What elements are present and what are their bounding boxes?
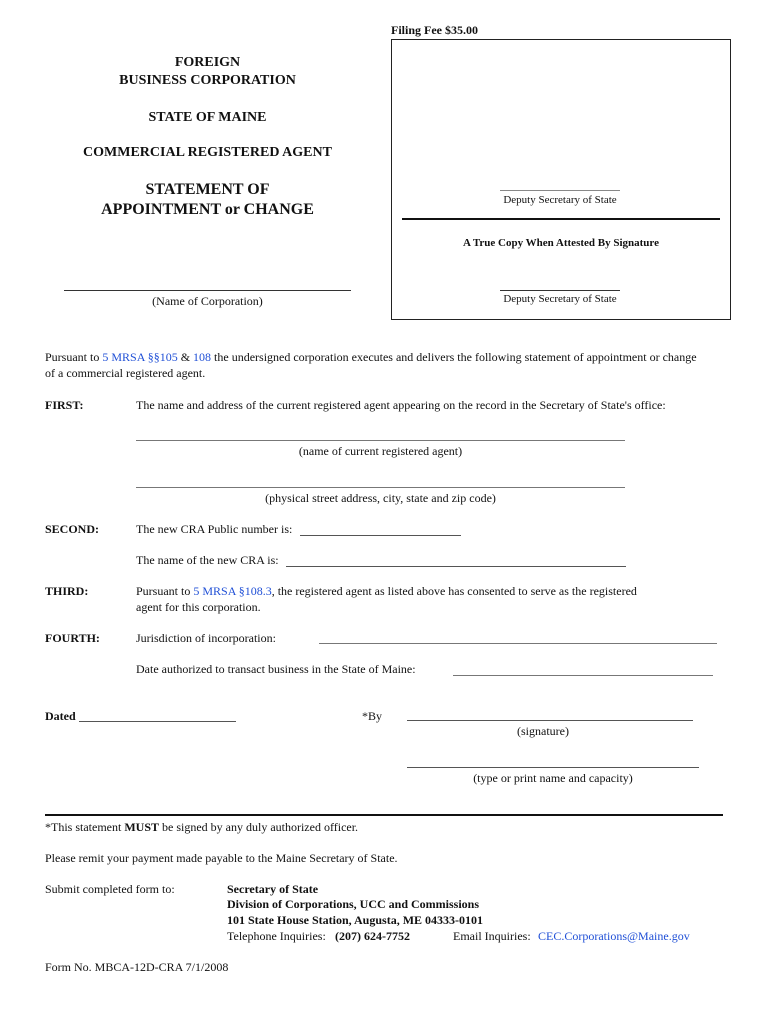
filing-fee: Filing Fee $35.00 — [391, 23, 478, 37]
statement-line-1: STATEMENT OF — [145, 181, 270, 198]
attestation-box — [391, 39, 731, 320]
deputy-label-2: Deputy Secretary of State — [503, 293, 617, 305]
intro-amp: & — [177, 350, 194, 364]
footer-divider — [45, 814, 723, 816]
signature-caption: (signature) — [517, 724, 569, 738]
phone-number: (207) 624-7752 — [335, 929, 410, 943]
jurisdiction-label: Jurisdiction of incorporation: — [136, 631, 276, 645]
date-authorized-field[interactable] — [453, 675, 713, 676]
statute-link-105[interactable]: 5 MRSA §§105 — [102, 350, 178, 364]
title-line-2: BUSINESS CORPORATION — [119, 73, 296, 88]
dated-field[interactable] — [79, 721, 236, 722]
third-line-2: agent for this corporation. — [136, 600, 261, 614]
statement-line-2: APPOINTMENT or CHANGE — [101, 201, 314, 218]
current-agent-caption: (name of current registered agent) — [298, 444, 463, 458]
deputy-label-1: Deputy Secretary of State — [503, 194, 617, 206]
title-agent: COMMERCIAL REGISTERED AGENT — [83, 145, 332, 160]
first-text: The name and address of the current registered agent appearing on the record in the Secretary of State's office: — [136, 398, 666, 412]
statute-link-108-3[interactable]: 5 MRSA §108.3 — [193, 584, 272, 598]
third-label: THIRD: — [45, 584, 89, 598]
address-line-2: Division of Corporations, UCC and Commissions — [227, 897, 480, 911]
intro-post: the undersigned corporation executes and delivers the following statement of appointment or change — [211, 350, 697, 364]
third-post: , the registered agent as listed above has consented to serve as the registered — [271, 584, 637, 598]
email-label: Email Inquiries: — [453, 929, 531, 943]
address-line-3: 101 State House Station, Augusta, ME 04333-0101 — [227, 913, 484, 927]
intro-line-1 — [45, 350, 745, 365]
third-line-1 — [136, 584, 637, 599]
agent-address-line[interactable] — [136, 487, 625, 488]
deputy-signature-line-2 — [500, 290, 620, 291]
cra-name-label: The name of the new CRA is: — [136, 553, 279, 567]
note-pre: *This statement — [45, 820, 125, 834]
cra-number-field[interactable] — [300, 535, 461, 536]
deputy-signature-line-1 — [500, 190, 620, 191]
form-number: Form No. MBCA-12D-CRA 7/1/2008 — [45, 960, 229, 974]
cra-name-field[interactable] — [286, 566, 626, 567]
email-link[interactable]: CEC.Corporations@Maine.gov — [538, 929, 690, 943]
first-label: FIRST: — [45, 398, 84, 412]
jurisdiction-field[interactable] — [319, 643, 717, 644]
phone-label: Telephone Inquiries: — [227, 929, 326, 943]
third-pre: Pursuant to — [136, 584, 194, 598]
signature-field[interactable] — [407, 720, 693, 721]
cra-number-label: The new CRA Public number is: — [136, 522, 293, 536]
title-state: STATE OF MAINE — [148, 110, 267, 125]
attest-divider — [402, 218, 720, 220]
note-post: be signed by any duly authorized officer. — [159, 820, 359, 834]
agent-address-caption: (physical street address, city, state and zip code) — [265, 491, 496, 505]
corporation-name-line[interactable] — [64, 290, 351, 291]
note-must: MUST — [124, 820, 159, 834]
true-copy-text: A True Copy When Attested By Signature — [463, 237, 659, 249]
intro-pre: Pursuant to — [45, 350, 103, 364]
address-line-1: Secretary of State — [227, 882, 319, 896]
dated-label: Dated — [45, 709, 76, 723]
second-label: SECOND: — [45, 522, 100, 536]
corporation-name-caption: (Name of Corporation) — [152, 294, 263, 308]
current-agent-line[interactable] — [136, 440, 625, 441]
statute-link-108[interactable]: 108 — [193, 350, 212, 364]
submit-label: Submit completed form to: — [45, 882, 175, 896]
title-line-1: FOREIGN — [174, 55, 241, 70]
fourth-label: FOURTH: — [45, 631, 100, 645]
intro-line-2: of a commercial registered agent. — [45, 366, 206, 380]
remit-note: Please remit your payment made payable to the Maine Secretary of State. — [45, 851, 398, 865]
date-authorized-label: Date authorized to transact business in the State of Maine: — [136, 662, 416, 676]
printed-name-caption: (type or print name and capacity) — [473, 771, 633, 785]
printed-name-field[interactable] — [407, 767, 699, 768]
must-sign-note — [45, 820, 358, 835]
by-label: *By — [362, 709, 383, 723]
